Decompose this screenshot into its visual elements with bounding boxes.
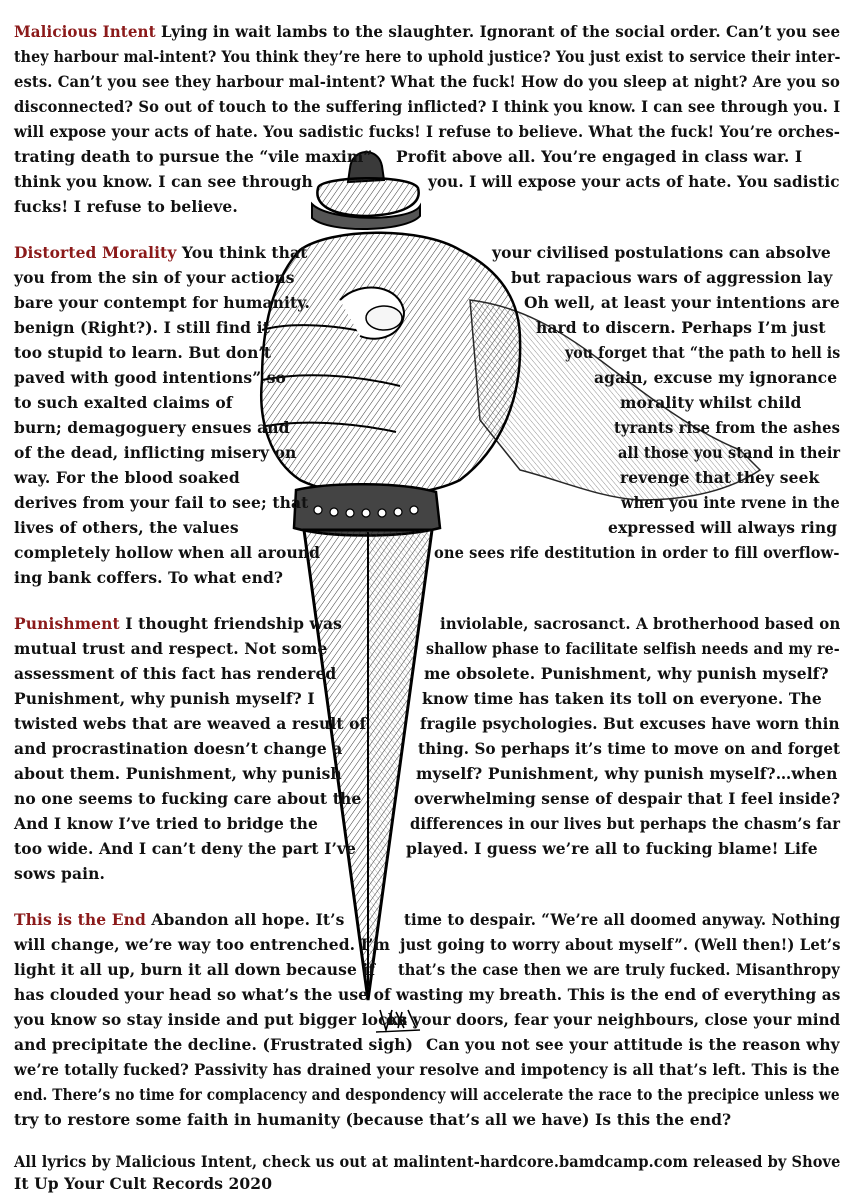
section-title-malicious-intent: Malicious Intent — [14, 22, 156, 41]
lyric-line-right: wasting my breath. This is the end of everything as — [396, 985, 841, 1004]
lyric-line-left: Punishment I thought friendship was — [14, 614, 342, 633]
lyric-line-right: your civilised postulations can absolve — [492, 243, 831, 262]
lyric-line-right: Can you not see your attitude is the reason why — [426, 1035, 840, 1054]
lyric-line-right: morality whilst child — [620, 393, 802, 412]
lyric-line: we’re totally fucked? Passivity has drained your resolve and impotency is all that’s left. This is the — [14, 1060, 840, 1079]
lyric-line-left: of the dead, inflicting misery on — [14, 443, 297, 462]
lyric-line: ing bank coffers. To what end? — [14, 568, 284, 587]
lyric-line-left: And I know I’ve tried to bridge the — [14, 814, 318, 833]
lyric-line-right: expressed will always ring — [608, 518, 838, 537]
lyric-line: sows pain. — [14, 864, 105, 883]
lyric-line-right: one sees rife destitution in order to fill overflow- — [434, 543, 840, 562]
dagger-guard — [294, 484, 440, 535]
lyric-line-right: fragile psychologies. But excuses have worn thin — [420, 714, 840, 733]
lyric-line: they harbour mal-intent? You think they’re here to uphold justice? You just exist to service their inter- — [14, 47, 841, 66]
lyric-line-left: lives of others, the values — [14, 518, 239, 537]
section-title-this-is-the-end: This is the End — [14, 910, 146, 929]
lyric-line-right: but rapacious wars of aggression lay — [511, 268, 833, 287]
lyric-line-right: hard to discern. Perhaps I’m just — [536, 318, 826, 337]
lyric-line-left: will change, we’re way too entrenched. I’m — [14, 935, 390, 954]
lyric-line: will expose your acts of hate. You sadistic fucks! I refuse to believe. What the fuck! You’re orches- — [14, 122, 841, 141]
lyric-line-right: shallow phase to facilitate selfish needs and my re- — [426, 639, 840, 658]
lyric-line: end. There’s no time for complacency and despondency will accelerate the race to the precipice unless we — [14, 1085, 840, 1104]
lyric-line-right: you. I will expose your acts of hate. You sadistic — [428, 172, 840, 191]
lyric-line-left: benign (Right?). I still find it — [14, 318, 270, 337]
lyric-line-right: me obsolete. Punishment, why punish myself? — [424, 664, 829, 683]
lyric-line-left: think you know. I can see through — [14, 172, 313, 191]
lyric-line: disconnected? So out of touch to the suffering inflicted? I think you know. I can see through you. I — [14, 97, 841, 116]
lyric-line-left: you know so stay inside and put bigger locks — [14, 1010, 408, 1029]
lyric-line-left: to such exalted claims of — [14, 393, 233, 412]
lyric-line: ests. Can’t you see they harbour mal-intent? What the fuck! How do you sleep at night? Are you so — [14, 72, 840, 91]
lyric-line-left: trating death to pursue the “vile maxim” — [14, 147, 373, 166]
lyric-line-left: bare your contempt for humanity. — [14, 293, 311, 312]
lyric-line-left: This is the End Abandon all hope. It’s — [14, 910, 345, 929]
lyric-line-right: you forget that “the path to hell is — [565, 343, 841, 362]
lyric-line-left: assessment of this fact has rendered — [14, 664, 337, 683]
lyric-line-right: overwhelming sense of despair that I feel inside? — [414, 789, 841, 808]
lyric-line-right: all those you stand in their — [618, 443, 841, 462]
clenched-fist — [261, 233, 520, 495]
section-title-punishment: Punishment — [14, 614, 120, 633]
lyric-line-left: derives from your fail to see; that — [14, 493, 309, 512]
lyric-line-left: Punishment, why punish myself? I — [14, 689, 315, 708]
lyric-line-left: has clouded your head so what’s the use of — [14, 985, 391, 1004]
lyric-line-left: and procrastination doesn’t change a — [14, 739, 343, 758]
lyric-line-right: that’s the case then we are truly fucked. Misanthropy — [398, 960, 840, 979]
section-title-distorted-morality: Distorted Morality — [14, 243, 177, 262]
lyric-line-right: know time has taken its toll on everyone. The — [422, 689, 822, 708]
lyric-line-left: mutual trust and respect. Not some — [14, 639, 328, 658]
lyric-line-right: thing. So perhaps it’s time to move on and forget — [418, 739, 841, 758]
lyric-line-left: no one seems to fucking care about the — [14, 789, 362, 808]
lyric-line-left: burn; demagoguery ensues and — [14, 418, 290, 437]
lyric-line-left: and precipitate the decline. (Frustrated sigh) — [14, 1035, 414, 1054]
lyric-line-left: twisted webs that are weaved a result of — [14, 714, 367, 733]
lyric-line-left: way. For the blood soaked — [14, 468, 240, 487]
lyric-line-right: on your doors, fear your neighbours, close your mind — [386, 1010, 841, 1029]
lyric-line-right: inviolable, sacrosanct. A brotherhood based on — [440, 614, 841, 633]
lyric-line-left: light it all up, burn it all down because if — [14, 960, 376, 979]
lyric-line-left: about them. Punishment, why punish — [14, 764, 342, 783]
lyric-line-right: Oh well, at least your intentions are — [524, 293, 840, 312]
lyric-line-right: tyrants rise from the ashes — [614, 418, 841, 437]
lyric-line-right: just going to worry about myself”. (Well then!) Let’s — [400, 935, 841, 954]
lyric-line-right: myself? Punishment, why punish myself?…when — [416, 764, 838, 783]
lyric-line-left: you from the sin of your actions — [14, 268, 295, 287]
lyric-line-left: paved with good intentions” so — [14, 368, 286, 387]
lyric-line: fucks! I refuse to believe. — [14, 197, 238, 216]
lyric-line-right: differences in our lives but perhaps the chasm’s far — [410, 814, 841, 833]
lyric-line-right: Profit above all. You’re engaged in class war. I — [396, 147, 803, 166]
lyric-line-right: played. I guess we’re all to fucking blame! Life — [406, 839, 818, 858]
lyric-line-left: completely hollow when all around — [14, 543, 321, 562]
lyric-line-right: again, excuse my ignorance — [594, 368, 838, 387]
lyric-line: try to restore some faith in humanity (because that’s all we have) Is this the end? — [14, 1110, 732, 1129]
lyric-line-right: revenge that they seek — [620, 468, 820, 487]
lyric-line-left: too wide. And I can’t deny the part I’ve — [14, 839, 357, 858]
credits-line: It Up Your Cult Records 2020 — [14, 1174, 273, 1193]
lyric-line-left: too stupid to learn. But don’t — [14, 343, 272, 362]
lyric-line-right: time to despair. “We’re all doomed anyway. Nothing — [404, 910, 841, 929]
lyric-line-right: when you inte rvene in the — [621, 493, 840, 512]
lyric-line: Malicious Intent Lying in wait lambs to the slaughter. Ignorant of the social order. Can’t you see — [14, 22, 841, 41]
lyric-line-left: Distorted Morality You think that — [14, 243, 308, 262]
credits-line: All lyrics by Malicious Intent, check us out at malintent-hardcore.bamdcamp.com released by Shove — [14, 1152, 841, 1171]
